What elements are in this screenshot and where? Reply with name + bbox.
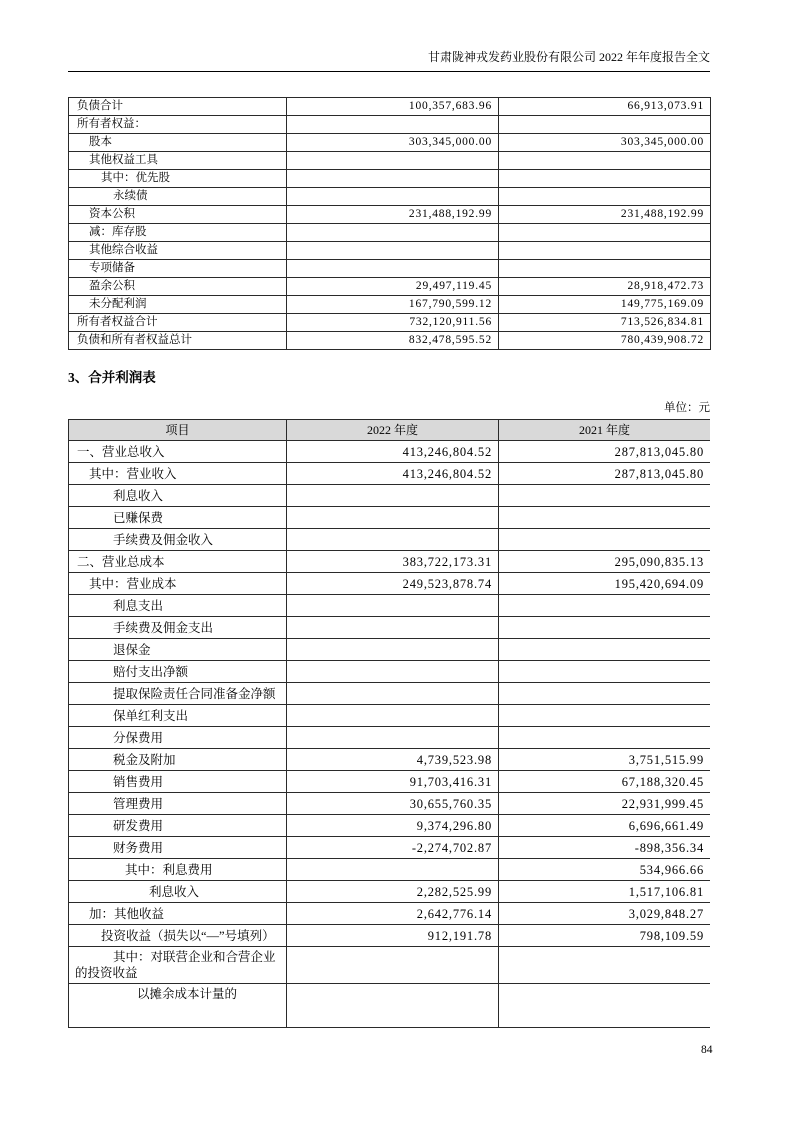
row-value-2021: 67,188,320.45	[499, 771, 711, 793]
balance-row	[69, 296, 711, 314]
row-label: 已赚保费	[69, 507, 287, 529]
row-value-2021: 231,488,192.99	[499, 206, 711, 224]
row-label: 投资收益（损失以“—”号填列）	[69, 925, 287, 947]
income-statement-table	[68, 419, 710, 1028]
row-label: 加：其他收益	[69, 903, 287, 925]
row-value-2022	[287, 639, 499, 661]
row-value-2021	[499, 170, 711, 188]
row-value-2021: 287,813,045.80	[499, 441, 711, 463]
row-value-2021	[499, 242, 711, 260]
page-number: 84	[701, 1044, 713, 1056]
row-value-2021	[499, 260, 711, 278]
income-row	[69, 507, 711, 529]
row-value-2022: 9,374,296.80	[287, 815, 499, 837]
income-row	[69, 859, 711, 881]
row-value-2021: 534,966.66	[499, 859, 711, 881]
income-row	[69, 837, 711, 859]
row-value-2022	[287, 529, 499, 551]
row-value-2022	[287, 224, 499, 242]
row-label: 提取保险责任合同准备金净额	[69, 683, 287, 705]
column-header-2021: 2021 年度	[499, 420, 711, 441]
row-value-2021: 303,345,000.00	[499, 134, 711, 152]
row-label: 其他权益工具	[69, 152, 287, 170]
row-label: 股本	[69, 134, 287, 152]
row-value-2022	[287, 617, 499, 639]
income-row	[69, 595, 711, 617]
row-value-2021	[499, 152, 711, 170]
row-value-2021	[499, 116, 711, 134]
row-label: 分保费用	[69, 727, 287, 749]
row-value-2021: 66,913,073.91	[499, 98, 711, 116]
row-value-2022	[287, 242, 499, 260]
income-row	[69, 463, 711, 485]
row-value-2022: -2,274,702.87	[287, 837, 499, 859]
balance-row	[69, 278, 711, 296]
row-value-2021	[499, 705, 711, 727]
row-value-2022	[287, 947, 499, 984]
balance-row	[69, 242, 711, 260]
row-value-2022: 100,357,683.96	[287, 98, 499, 116]
row-label: 负债合计	[69, 98, 287, 116]
row-label: 利息支出	[69, 595, 287, 617]
row-label: 其中：对联营企业和合营企业的投资收益	[69, 947, 287, 984]
row-value-2021: 1,517,106.81	[499, 881, 711, 903]
income-row	[69, 683, 711, 705]
balance-row	[69, 224, 711, 242]
balance-row	[69, 134, 711, 152]
balance-row	[69, 170, 711, 188]
balance-row	[69, 98, 711, 116]
balance-row	[69, 314, 711, 332]
row-value-2022	[287, 683, 499, 705]
row-label: 其中：营业收入	[69, 463, 287, 485]
row-value-2022	[287, 116, 499, 134]
income-row	[69, 984, 711, 1028]
income-row	[69, 727, 711, 749]
row-value-2022: 91,703,416.31	[287, 771, 499, 793]
income-row	[69, 661, 711, 683]
row-label: 税金及附加	[69, 749, 287, 771]
row-value-2022	[287, 705, 499, 727]
income-row	[69, 705, 711, 727]
balance-row	[69, 116, 711, 134]
row-label: 未分配利润	[69, 296, 287, 314]
row-value-2022: 167,790,599.12	[287, 296, 499, 314]
income-row	[69, 573, 711, 595]
row-value-2021: 798,109.59	[499, 925, 711, 947]
row-value-2022	[287, 984, 499, 1028]
row-label: 其他综合收益	[69, 242, 287, 260]
row-value-2021	[499, 224, 711, 242]
balance-sheet-table	[68, 97, 711, 350]
row-label: 利息收入	[69, 881, 287, 903]
balance-row	[69, 206, 711, 224]
income-header-row	[69, 420, 711, 441]
row-value-2022	[287, 507, 499, 529]
row-label: 保单红利支出	[69, 705, 287, 727]
row-value-2021	[499, 595, 711, 617]
row-value-2022: 2,282,525.99	[287, 881, 499, 903]
row-value-2021: 195,420,694.09	[499, 573, 711, 595]
row-label: 以摊余成本计量的	[69, 984, 287, 1028]
row-label: 其中：优先股	[69, 170, 287, 188]
report-header-title: 甘肃陇神戎发药业股份有限公司 2022 年年度报告全文	[427, 50, 710, 64]
row-value-2021	[499, 188, 711, 206]
income-statement-rows	[69, 441, 711, 1028]
income-row	[69, 749, 711, 771]
row-value-2021: 780,439,908.72	[499, 332, 711, 350]
row-label: 减：库存股	[69, 224, 287, 242]
row-label: 其中：营业成本	[69, 573, 287, 595]
row-value-2022: 30,655,760.35	[287, 793, 499, 815]
row-value-2022	[287, 170, 499, 188]
row-value-2021: 6,696,661.49	[499, 815, 711, 837]
row-value-2022: 383,722,173.31	[287, 551, 499, 573]
balance-row	[69, 152, 711, 170]
row-value-2021: 3,751,515.99	[499, 749, 711, 771]
column-header-item: 项目	[69, 420, 287, 441]
row-value-2021	[499, 947, 711, 984]
row-value-2021	[499, 984, 711, 1028]
row-value-2022: 413,246,804.52	[287, 463, 499, 485]
income-row	[69, 639, 711, 661]
income-row	[69, 529, 711, 551]
balance-row	[69, 260, 711, 278]
row-value-2021	[499, 639, 711, 661]
row-label: 永续债	[69, 188, 287, 206]
document-header	[68, 0, 710, 72]
row-label: 手续费及佣金收入	[69, 529, 287, 551]
row-label: 销售费用	[69, 771, 287, 793]
income-row	[69, 617, 711, 639]
row-value-2022	[287, 485, 499, 507]
row-value-2021: 22,931,999.45	[499, 793, 711, 815]
row-value-2021	[499, 507, 711, 529]
row-value-2021: 3,029,848.27	[499, 903, 711, 925]
income-row	[69, 793, 711, 815]
row-value-2022	[287, 595, 499, 617]
row-value-2021: 149,775,169.09	[499, 296, 711, 314]
row-value-2022	[287, 260, 499, 278]
income-row	[69, 815, 711, 837]
row-value-2021	[499, 485, 711, 507]
balance-row	[69, 188, 711, 206]
income-table-header	[69, 420, 711, 441]
income-row	[69, 551, 711, 573]
row-label: 退保金	[69, 639, 287, 661]
unit-label: 单位：元	[664, 402, 710, 414]
row-value-2022	[287, 727, 499, 749]
income-row	[69, 485, 711, 507]
balance-sheet-rows	[69, 98, 711, 350]
row-value-2021	[499, 661, 711, 683]
row-label: 赔付支出净额	[69, 661, 287, 683]
row-label: 一、营业总收入	[69, 441, 287, 463]
income-row	[69, 903, 711, 925]
row-value-2021: 713,526,834.81	[499, 314, 711, 332]
row-value-2022	[287, 859, 499, 881]
row-value-2022: 912,191.78	[287, 925, 499, 947]
row-value-2021: 28,918,472.73	[499, 278, 711, 296]
row-label: 专项储备	[69, 260, 287, 278]
row-label: 手续费及佣金支出	[69, 617, 287, 639]
row-value-2022	[287, 152, 499, 170]
row-value-2022: 4,739,523.98	[287, 749, 499, 771]
row-label: 盈余公积	[69, 278, 287, 296]
row-value-2022: 2,642,776.14	[287, 903, 499, 925]
row-value-2022	[287, 188, 499, 206]
income-statement-clip	[68, 419, 710, 1037]
row-value-2021: 295,090,835.13	[499, 551, 711, 573]
row-value-2021: 287,813,045.80	[499, 463, 711, 485]
income-row	[69, 441, 711, 463]
row-label: 所有者权益合计	[69, 314, 287, 332]
row-value-2022: 231,488,192.99	[287, 206, 499, 224]
row-value-2022: 303,345,000.00	[287, 134, 499, 152]
row-value-2021: -898,356.34	[499, 837, 711, 859]
row-value-2021	[499, 683, 711, 705]
row-value-2022	[287, 661, 499, 683]
row-value-2022: 29,497,119.45	[287, 278, 499, 296]
balance-row	[69, 332, 711, 350]
row-label: 资本公积	[69, 206, 287, 224]
row-label: 二、营业总成本	[69, 551, 287, 573]
row-label: 利息收入	[69, 485, 287, 507]
row-value-2021	[499, 529, 711, 551]
report-page	[68, 0, 710, 1037]
income-row	[69, 881, 711, 903]
row-label: 财务费用	[69, 837, 287, 859]
row-label: 其中：利息费用	[69, 859, 287, 881]
row-value-2021	[499, 617, 711, 639]
section-heading: 3、合并利润表	[68, 370, 156, 385]
income-row	[69, 771, 711, 793]
row-label: 负债和所有者权益总计	[69, 332, 287, 350]
row-label: 管理费用	[69, 793, 287, 815]
row-label: 所有者权益：	[69, 116, 287, 134]
income-row	[69, 947, 711, 984]
column-header-2022: 2022 年度	[287, 420, 499, 441]
row-value-2021	[499, 727, 711, 749]
row-value-2022: 832,478,595.52	[287, 332, 499, 350]
row-value-2022: 732,120,911.56	[287, 314, 499, 332]
row-label: 研发费用	[69, 815, 287, 837]
row-value-2022: 413,246,804.52	[287, 441, 499, 463]
row-value-2022: 249,523,878.74	[287, 573, 499, 595]
income-row	[69, 925, 711, 947]
